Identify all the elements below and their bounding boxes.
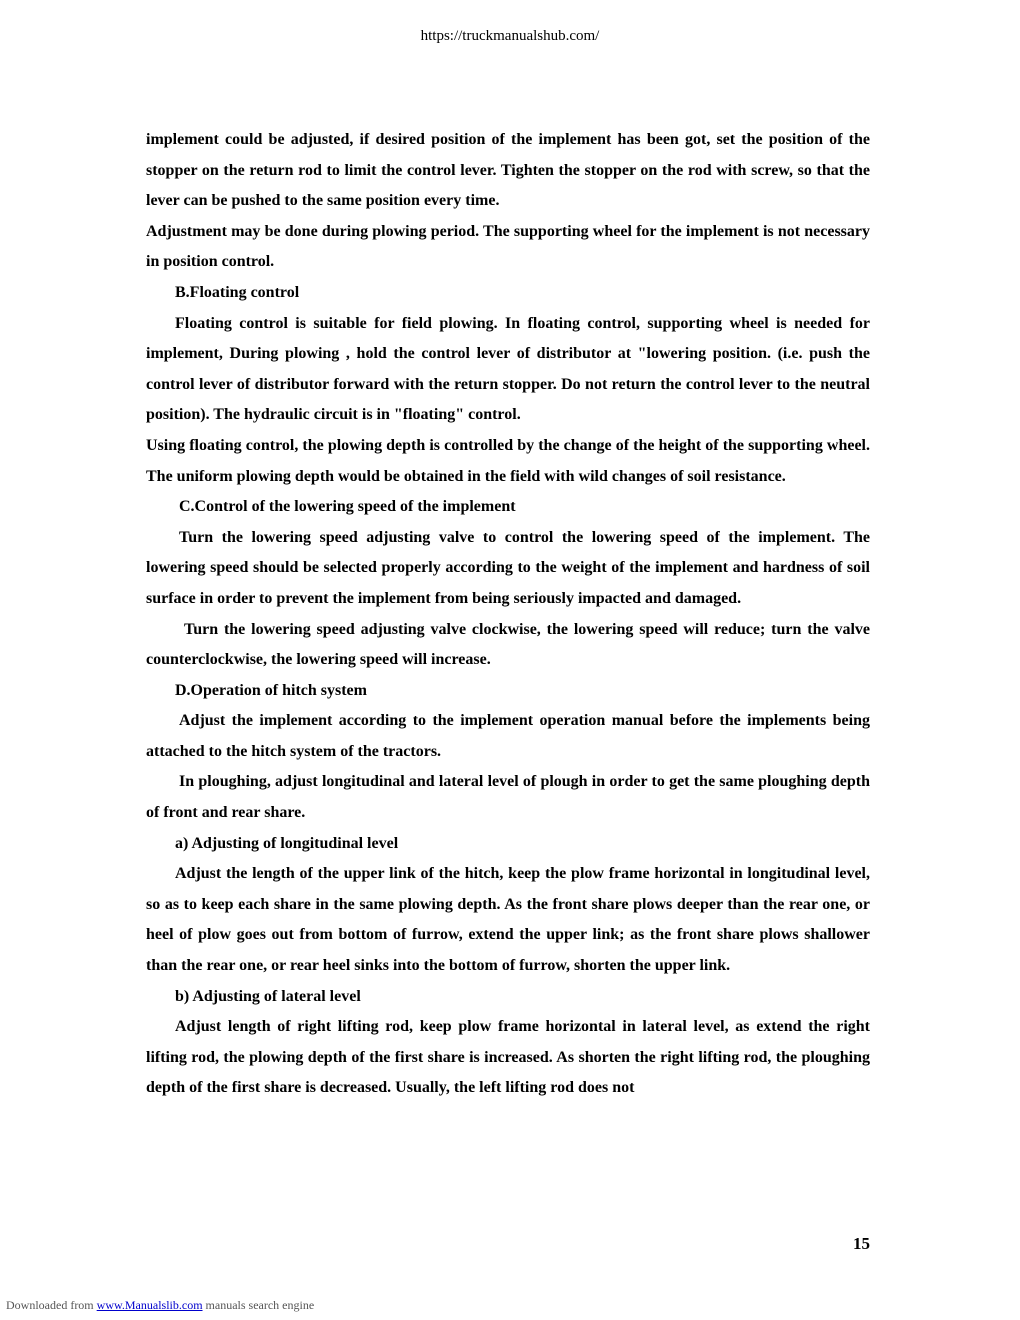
footer-download-note <box>6 1298 314 1313</box>
footer-suffix: manuals search engine <box>202 1298 315 1312</box>
heading-floating-control: B.Floating control <box>175 283 300 301</box>
manual-page-content <box>146 125 870 1104</box>
paragraph-floating-control: Floating control is suitable for field plowing. In floating control, supporting wheel is needed for implement, During plowing , hold the control lever of distributor at "lowering position. (i.e. push the control lever of distributor forward with the return stopper. Do not return the control lever to the neutral position). The hydraulic circuit is in "floating" control. <box>146 314 870 424</box>
heading-lowering-speed: C.Control of the lowering speed of the implement <box>179 498 516 516</box>
paragraph-lowering-speed: Turn the lowering speed adjusting valve to control the lowering speed of the implement. The lowering speed should be selected properly according to the weight of the implement and hardness of soil surface in order to prevent the implement from being seriously impacted and damaged. <box>146 528 870 607</box>
paragraph-hitch-adjust: Adjust the implement according to the implement operation manual before the implements being attached to the hitch system of the tractors. <box>146 712 870 760</box>
paragraph-floating-depth: Using floating control, the plowing depth is controlled by the change of the height of the supporting wheel. The uniform plowing depth would be obtained in the field with wild changes of soil resistance. <box>146 436 870 485</box>
heading-hitch-system: D.Operation of hitch system <box>175 681 367 699</box>
paragraph-longitudinal-level: Adjust the length of the upper link of the hitch, keep the plow frame horizontal in longitudinal level, so as to keep each share in the same plowing depth. As the front share plows deeper than the rear one, or heel of plow goes out from bottom of furrow, extend the upper link; as the front share plows shallower than the rear one, or rear heel sinks into the bottom of furrow, shorten the upper link. <box>146 865 870 975</box>
paragraph-ploughing-level: In ploughing, adjust longitudinal and lateral level of plough in order to get the same ploughing depth of front and rear share. <box>146 773 870 822</box>
manualslib-link[interactable]: www.Manualslib.com <box>96 1298 203 1312</box>
header-url: https://truckmanualshub.com/ <box>420 28 600 44</box>
heading-longitudinal-level: a) Adjusting of longitudinal level <box>175 834 399 852</box>
paragraph-lateral-level: Adjust length of right lifting rod, keep plow frame horizontal in lateral level, as extend the right lifting rod, the plowing depth of the first share is increased. As shorten the right lifting rod, the ploughing depth of the first share is decreased. Usually, the left lifting rod does not <box>146 1018 870 1097</box>
paragraph-valve-direction: Turn the lowering speed adjusting valve clockwise, the lowering speed will reduce; turn the valve counterclockwise, the lowering speed will increase. <box>146 620 870 669</box>
footer-prefix: Downloaded from <box>6 1298 97 1312</box>
paragraph-adjustment-period: Adjustment may be done during plowing period. The supporting wheel for the implement is not necessary in position control. <box>146 222 870 271</box>
page-number: 15 <box>853 1234 870 1253</box>
paragraph-position-control: implement could be adjusted, if desired position of the implement has been got, set the position of the stopper on the return rod to limit the control lever. Tighten the stopper on the rod with screw, so that the lever can be pushed to the same position every time. <box>146 131 870 210</box>
heading-lateral-level: b) Adjusting of lateral level <box>175 987 361 1005</box>
